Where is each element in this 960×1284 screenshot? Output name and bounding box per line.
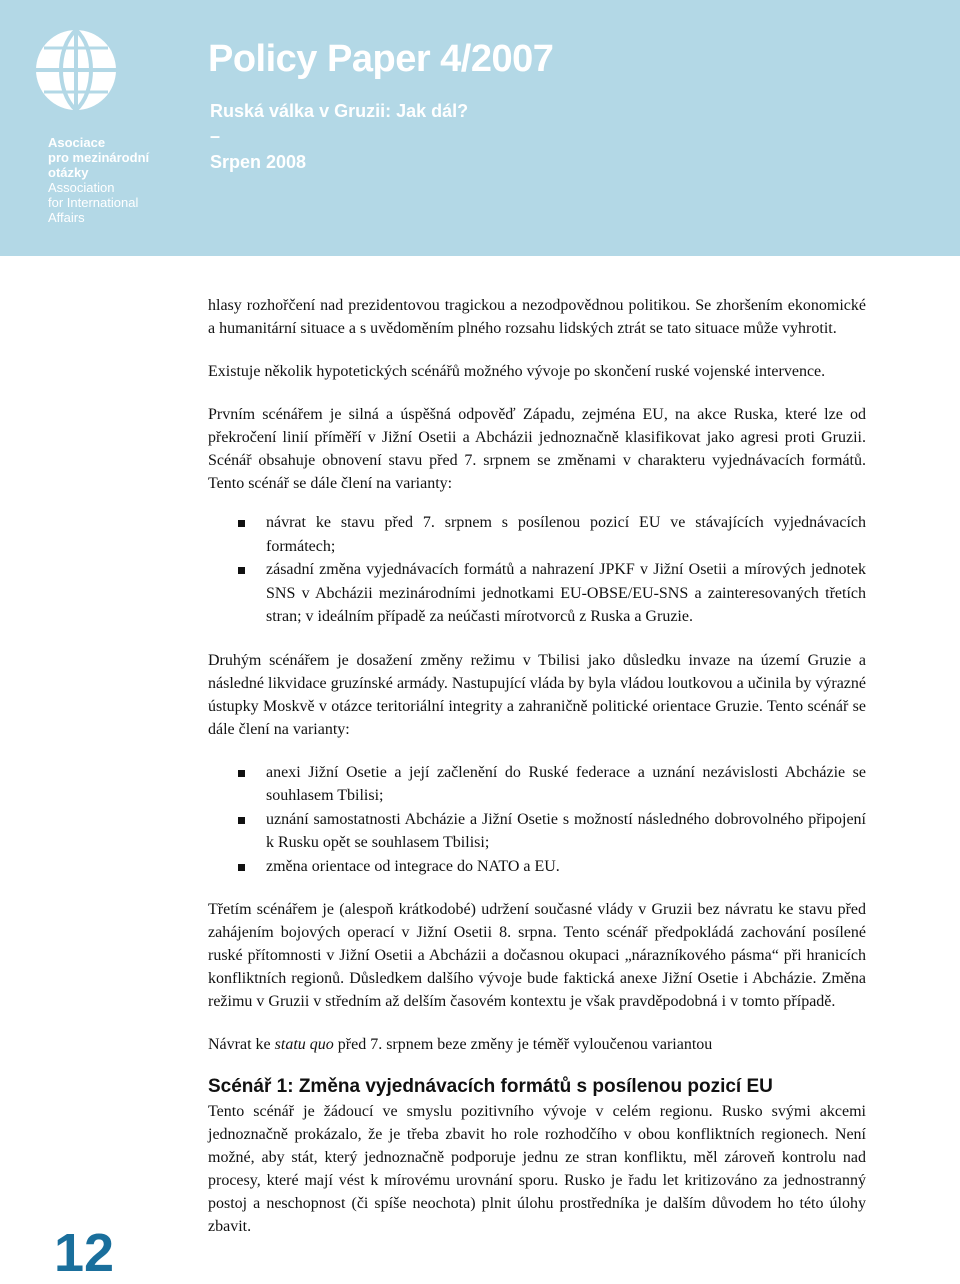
subtitle-dash: –	[210, 126, 221, 146]
list-item: anexi Jižní Osetie a její začlenění do Ruské federace a uznání nezávislosti Abcházie se souhlasem Tbilisi;	[208, 761, 866, 808]
org-line: pro mezinárodní	[48, 150, 150, 165]
org-line: Association	[48, 180, 115, 195]
text-fragment: Návrat ke	[208, 1036, 275, 1053]
list-item: uznání samostatnosti Abcházie a Jižní Osetie s možností následného dobrovolného připojení k Rusku opět se souhlasem Tbilisi;	[208, 808, 866, 855]
section-heading: Scénář 1: Změna vyjednávacích formátů s posílenou pozicí EU	[208, 1076, 773, 1097]
variant-list	[208, 511, 866, 629]
variant-list	[208, 761, 866, 879]
paragraph: Druhým scénářem je dosažení změny režimu v Tbilisi jako důsledku invaze na území Gruzie a následné likvidace gruzínské armády. Nastupující vláda by byla vládou loutkovou a učinila by výrazné ústupky Moskvě v otázce teritoriální integrity a zahraničně politické orientace Gruzie. Tento scénář se dále člení na varianty:	[208, 651, 866, 738]
organization-name	[48, 135, 149, 225]
paragraph: Prvním scénářem je silná a úspěšná odpověď Západu, zejména EU, na akce Ruska, které lze od překročení linií příměří v Jižní Osetii a Abcházii jednoznačně klasifikovat jako agresi proti Gruzii. Scénář obsahuje obnovení stavu před 7. srpnem se změnami v charakteru vyjednávacích formátů. Tento scénář se dále člení na varianty:	[208, 406, 866, 492]
paper-date: Srpen 2008	[210, 152, 307, 172]
list-item: změna orientace od integrace do NATO a EU.	[208, 855, 866, 879]
paragraph: Třetím scénářem je (alespoň krátkodobé) udržení současné vlády v Gruzii bez návratu ke stavu před zahájením bojových operací v Jižní Osetii 8. srpna. Tento scénář předpokládá zachování posílené ruské přítomnosti v Jižní Osetii a Abcházii a dočasnou okupaci „nárazníkového pásma“ při hranicích konfliktních regionů. Důsledkem dalšího vývoje bude faktická anexe Jižní Osetie i Abcházie. Změna režimu v Gruzii v středním až delším časovém kontextu je však pravděpodobná i v tomto případě.	[208, 901, 866, 1010]
globe-logo-icon	[34, 28, 118, 112]
body-text	[208, 294, 866, 1258]
list-item: zásadní změna vyjednávacích formátů a nahrazení JPKF v Jižní Osetii a mírových jednotek SNS v Abcházii mezinárodními jednotkami EU-OBSE/EU-SNS a zainteresovaných třetích stran; v ideálním případě za neúčasti mírotvorců z Ruska a Gruzie.	[208, 558, 866, 629]
emphasis: statu quo	[274, 1036, 334, 1053]
text-fragment: před 7. srpnem beze změny je téměř vyloučenou variantou	[333, 1036, 713, 1053]
paragraph: Existuje několik hypotetických scénářů možného vývoje po skončení ruské vojenské intervence.	[208, 363, 826, 380]
paper-subtitle: Ruská válka v Gruzii: Jak dál?	[210, 101, 469, 121]
paragraph: Tento scénář je žádoucí ve smyslu pozitivního vývoje v celém regionu. Rusko svými akcemi jednoznačně prokázalo, že je třeba zbavit ho role rozhodčího v obou konfliktních regionech. Není možné, aby stát, který jednoznačně podporuje jednu ze stran konfliktu, měl zároveň kontrolu nad procesy, které mají vést k mírovému urovnání sporu. Rusko je řadu let kritizováno za jednostranný postoj a neschopnost (či spíše neochota) plnit úlohu prostředníka je dalším důvodem ho této úlohy zbavit.	[208, 1103, 866, 1235]
header-band	[0, 0, 960, 256]
org-line: Asociace	[48, 135, 106, 150]
list-item: návrat ke stavu před 7. srpnem s posílenou pozicí EU ve stávajících vyjednávacích formátech;	[208, 511, 866, 558]
org-line: for International	[48, 195, 139, 210]
org-line: Affairs	[48, 210, 85, 225]
org-line: otázky	[48, 165, 89, 180]
paragraph: hlasy rozhořčení nad prezidentovou tragickou a nezodpovědnou politikou. Se zhoršením ekonomické a humanitární situace a s uvědoměním plného rozsahu lidských ztrát se tato situace může vyhrotit.	[208, 297, 866, 337]
paragraph	[208, 1033, 866, 1056]
paper-title: Policy Paper 4/2007	[208, 38, 554, 80]
page-number: 12	[54, 1223, 115, 1283]
